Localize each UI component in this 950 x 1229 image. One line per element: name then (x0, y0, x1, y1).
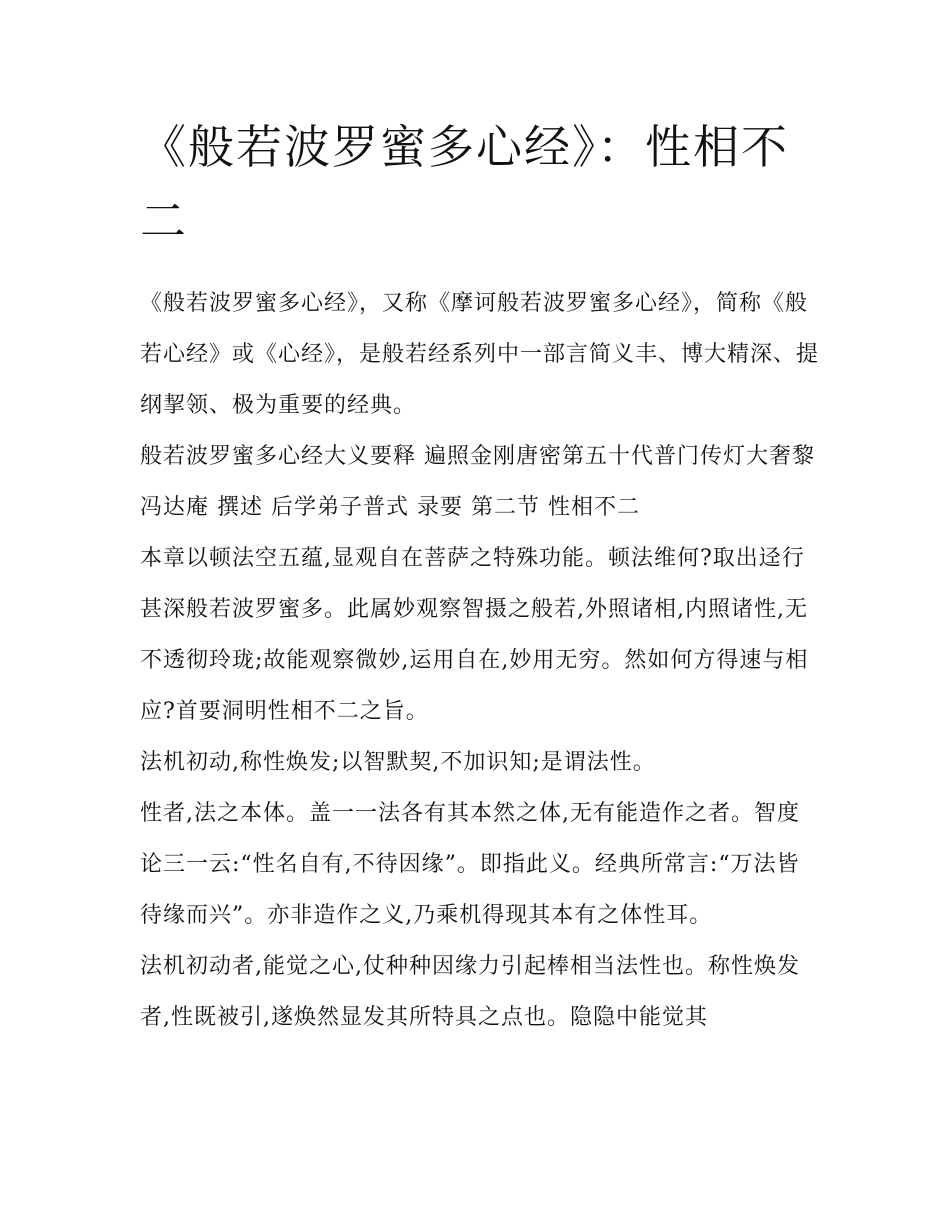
paragraph-intro: 《般若波罗蜜多心经》，又称《摩诃般若波罗蜜多心经》，简称《般若心经》或《心经》，是般若经系列中一部言简义丰、博大精深、提纲挈领、极为重要的经典。 (140, 291, 820, 418)
document-body (140, 278, 820, 1043)
paragraph-chapter: 本章以顿法空五蕴,显观自在菩萨之特殊功能。顿法维何?取出迳行甚深般若波罗蜜多。此属妙观察智摄之般若,外照诸相,内照诸性,无不透彻玲珑;故能观察微妙,运用自在,妙用无穷。然如何方得速与相应?首要洞明性相不二之旨。 (140, 546, 809, 724)
paragraph-dharma-nature: 法机初动,称性焕发;以智默契,不加识知;是谓法性。 (140, 750, 656, 775)
page-title: 《般若波罗蜜多心经》：性相不二 (140, 120, 789, 248)
paragraph-source: 般若波罗蜜多心经大义要释 遍照金刚唐密第五十代普门传灯大奢黎冯达庵 撰述 后学弟子普式 录要 第二节 性相不二 (140, 444, 815, 520)
paragraph-nature-definition: 性者,法之本体。盖一一法各有其本然之体,无有能造作之者。智度论三一云:“性名自有,不待因缘”。即指此义。经典所常言:“万法皆待缘而兴”。亦非造作之义,乃乘机得现其本有之体性耳。 (140, 801, 800, 928)
paragraph-explanation: 法机初动者,能觉之心,仗种种因缘力引起棒相当法性也。称性焕发者,性既被引,遂焕然显发其所特具之点也。隐隐中能觉其 (140, 954, 800, 1030)
